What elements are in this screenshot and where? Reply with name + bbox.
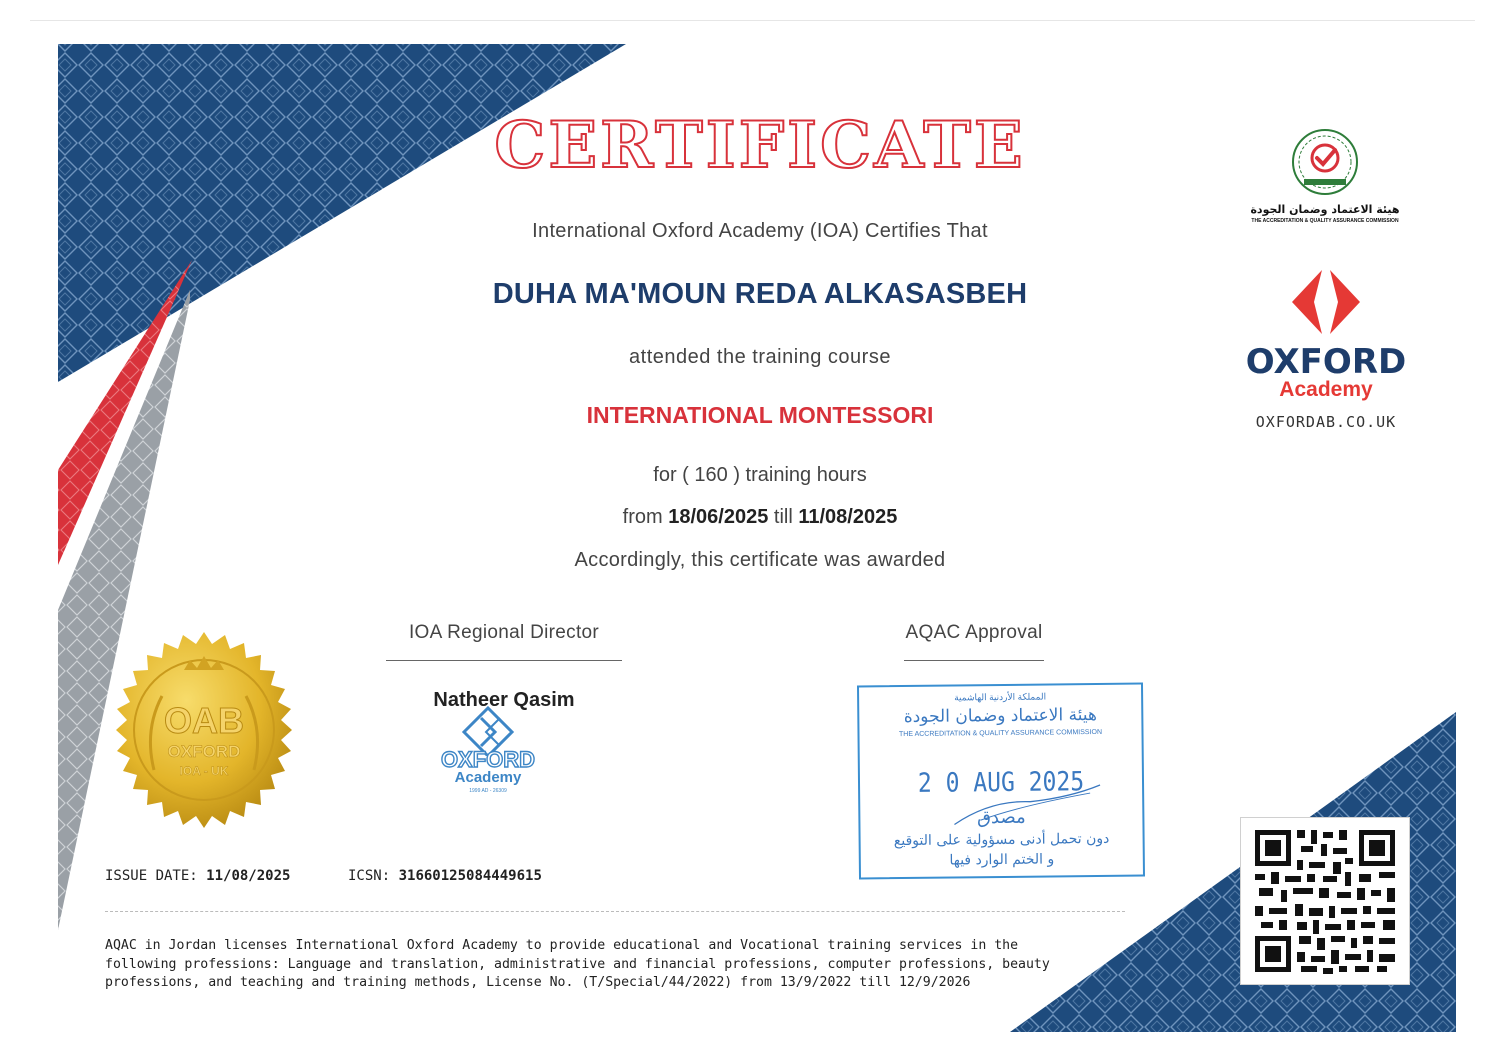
attended-line: attended the training course (629, 346, 891, 368)
seal-letters: OAB (164, 700, 244, 741)
issue-date-value: 11/08/2025 (206, 868, 291, 884)
oxford-brand-logo (1236, 268, 1416, 431)
from-label: from (622, 506, 663, 528)
icsn-label: ICSN: (348, 868, 391, 884)
director-name: Natheer Qasim (433, 689, 575, 711)
training-hours: for ( 160 ) training hours (653, 464, 867, 486)
sig-logo-small: 1999 AD - 26309 (469, 788, 507, 794)
certifies-line: International Oxford Academy (IOA) Certifies That (532, 220, 988, 242)
stamp-disclaimer-line2: و الختم الوارد فيها (949, 851, 1055, 869)
accreditation-name-ar: هيئة الاعتماد وضمان الجودة (1250, 203, 1400, 216)
approval-label: AQAC Approval (905, 622, 1043, 643)
qr-code[interactable] (1240, 817, 1410, 985)
stamp-top-line: المملكة الأردنية الهاشمية (954, 691, 1047, 703)
recipient-name: DUHA MA'MOUN REDA ALKASASBEH (492, 278, 1028, 310)
issue-date-block (105, 868, 290, 884)
navy-corner-top-left (58, 44, 626, 382)
end-date: 11/08/2025 (798, 506, 898, 528)
brand-website: OXFORDAB.CO.UK (1255, 413, 1397, 431)
certificate-title: CERTIFICATE (494, 108, 1026, 183)
date-range (380, 506, 1140, 529)
brand-name: OXFORD (1245, 342, 1407, 382)
accreditation-name-en: THE ACCREDITATION & QUALITY ASSURANCE COMMISSION (1251, 218, 1399, 224)
till-label: till (773, 506, 793, 528)
approval-signature-line (904, 660, 1044, 661)
sig-logo-word1: OXFORD (440, 747, 536, 772)
stamp-certified-ar: مصدق (976, 806, 1026, 829)
gold-seal (104, 630, 304, 830)
director-label: IOA Regional Director (408, 622, 600, 643)
stamp-commission-en: THE ACCREDITATION & QUALITY ASSURANCE COMMISSION (898, 728, 1103, 739)
brand-sub: Academy (1279, 378, 1373, 401)
icsn-value: 31660125084449615 (398, 868, 542, 884)
start-date: 18/06/2025 (668, 506, 769, 528)
accreditation-emblem-icon (1240, 128, 1410, 198)
sig-logo-word2: Academy (454, 769, 522, 786)
oxford-diamond-icon (1236, 268, 1416, 336)
stamp-date: 2 0 AUG 2025 (917, 767, 1085, 799)
director-signature-line (386, 660, 622, 661)
accreditation-logo (1240, 128, 1410, 228)
aqac-approval-stamp (857, 683, 1145, 880)
seal-line2: IOA - UK (179, 764, 229, 778)
stamp-disclaimer-line1: دون تحمل أدنى مسؤولية على التوقيع (893, 830, 1110, 850)
qr-code-icon (1241, 818, 1409, 984)
icsn-block (348, 868, 542, 884)
oxford-signature-logo (426, 704, 550, 816)
issue-date-label: ISSUE DATE: (105, 868, 198, 884)
course-name: INTERNATIONAL MONTESSORI (586, 402, 934, 428)
awarded-line: Accordingly, this certificate was awarded (574, 549, 946, 571)
license-footer: AQAC in Jordan licenses International Oxford Academy to provide educational and Vocational training services in the following professions: Language and translation, administrative and financial professions, computer professions, beauty professions, and teaching and training methods, License No. (T/Special/44/2022) from 13/9/2022 till 12/9/2026 (105, 938, 1050, 990)
stamp-commission-ar: هيئة الاعتماد وضمان الجودة (903, 704, 1097, 728)
footer-separator (105, 911, 1125, 912)
seal-line1: OXFORD (167, 742, 241, 761)
